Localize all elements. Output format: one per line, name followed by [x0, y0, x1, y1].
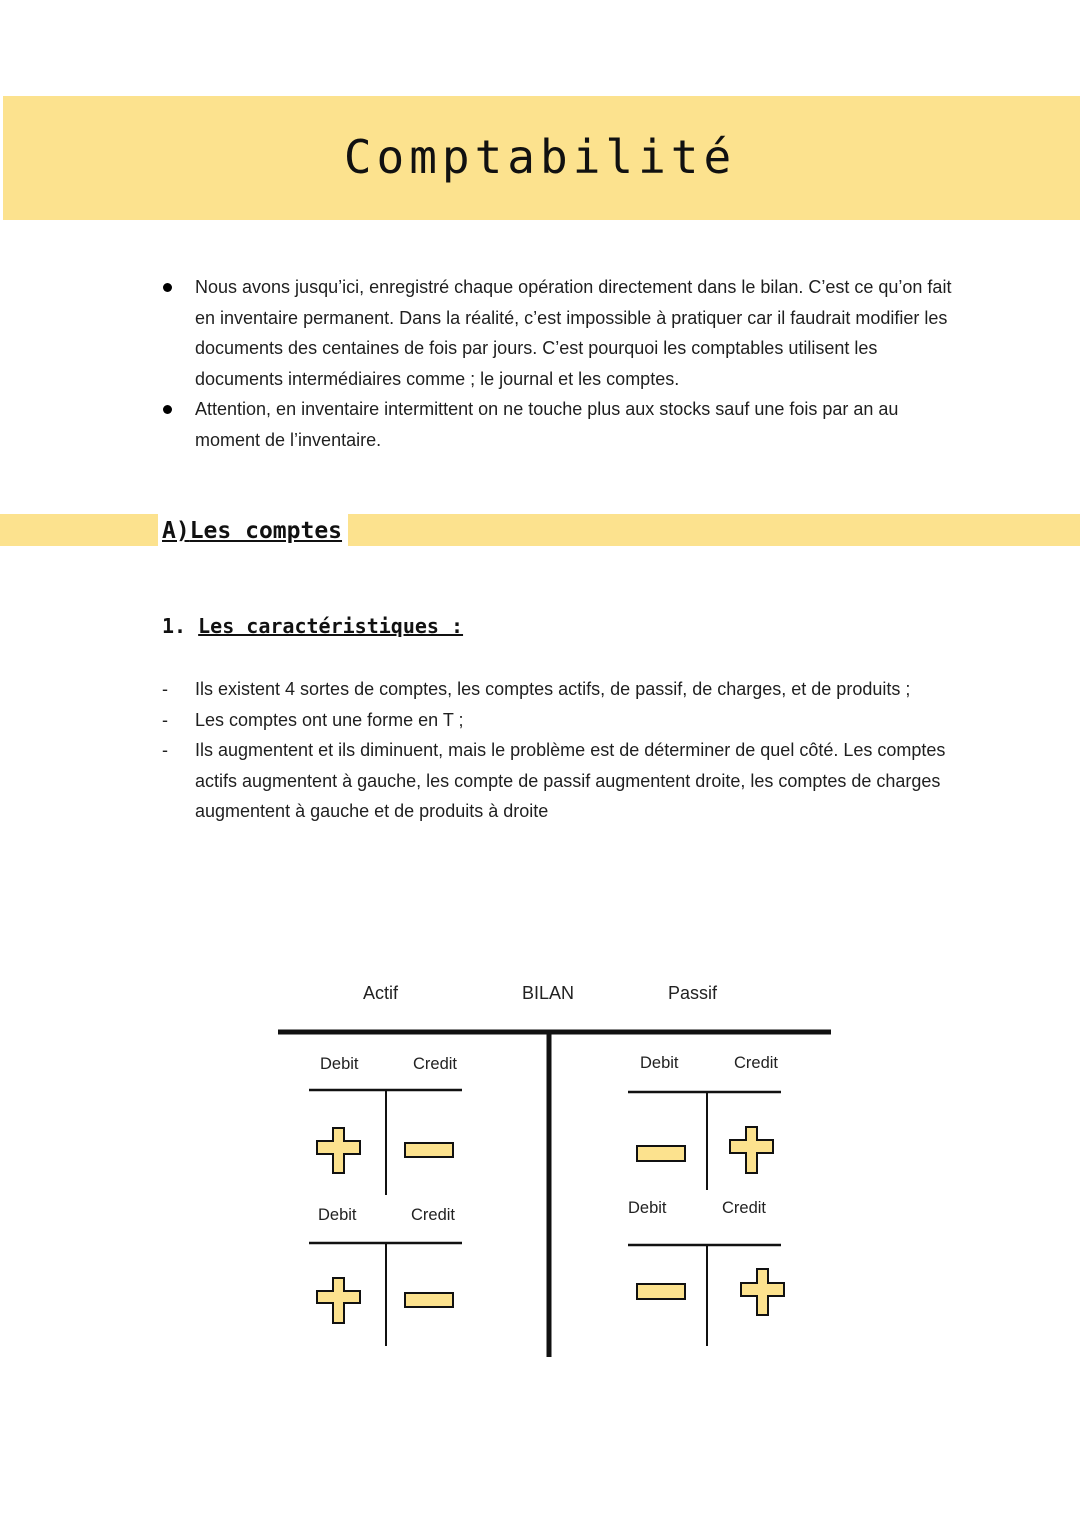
subsection-title: Les caractéristiques : [198, 614, 464, 638]
dash-text: Les comptes ont une forme en T ; [195, 709, 464, 730]
plus-icon [741, 1269, 784, 1315]
minus-icon [637, 1284, 685, 1299]
debit-label: Debit [320, 1055, 359, 1073]
credit-label: Credit [411, 1206, 456, 1224]
dash-text: Ils existent 4 sortes de comptes, les comptes actifs, de passif, de charges, et de produits ; [195, 679, 911, 699]
page-title: Comptabilité [343, 130, 737, 184]
section-prefix: A) [162, 518, 190, 544]
minus-icon [405, 1293, 453, 1307]
bullet-text: Nous avons jusqu’ici, enregistré chaque opération directement dans le bilan. C’est ce qu’on fait en inventaire permanent. Dans la réalité, c’est impossible à pratiquer car il faudrait modifier les documents des centaines de fois par jours. C’est pourquoi les comptables utilisent les documents intermédiaires comme ; le journal et les comptes. [195, 277, 952, 389]
plus-icon [730, 1127, 773, 1173]
dash-marker: - [162, 679, 168, 699]
bilan-header: BILAN [522, 983, 575, 1003]
plus-icon [317, 1128, 360, 1173]
credit-label: Credit [413, 1055, 458, 1073]
passif-header: Passif [668, 983, 718, 1003]
credit-label: Credit [734, 1054, 779, 1072]
dash-marker: - [162, 709, 168, 730]
plus-icon [317, 1278, 360, 1323]
debit-label: Debit [318, 1206, 357, 1224]
debit-label: Debit [628, 1199, 667, 1217]
actif-header: Actif [363, 983, 399, 1003]
credit-label: Credit [722, 1199, 767, 1217]
dash-text: Ils augmentent et ils diminuent, mais le problème est de déterminer de quel côté. Les comptes actifs augmentent à gauche, les compte de passif augmentent droite, les comptes de charges augmentent à gauche et de produits à droite [195, 740, 946, 822]
minus-icon [637, 1146, 685, 1161]
subsection-number: 1. [162, 614, 187, 638]
dash-marker: - [162, 740, 168, 761]
debit-label: Debit [640, 1054, 679, 1072]
bullet-text: Attention, en inventaire intermittent on ne touche plus aux stocks sauf une fois par an au moment de l’inventaire. [195, 399, 899, 450]
section-title: Les comptes [189, 518, 343, 544]
minus-icon [405, 1143, 453, 1157]
